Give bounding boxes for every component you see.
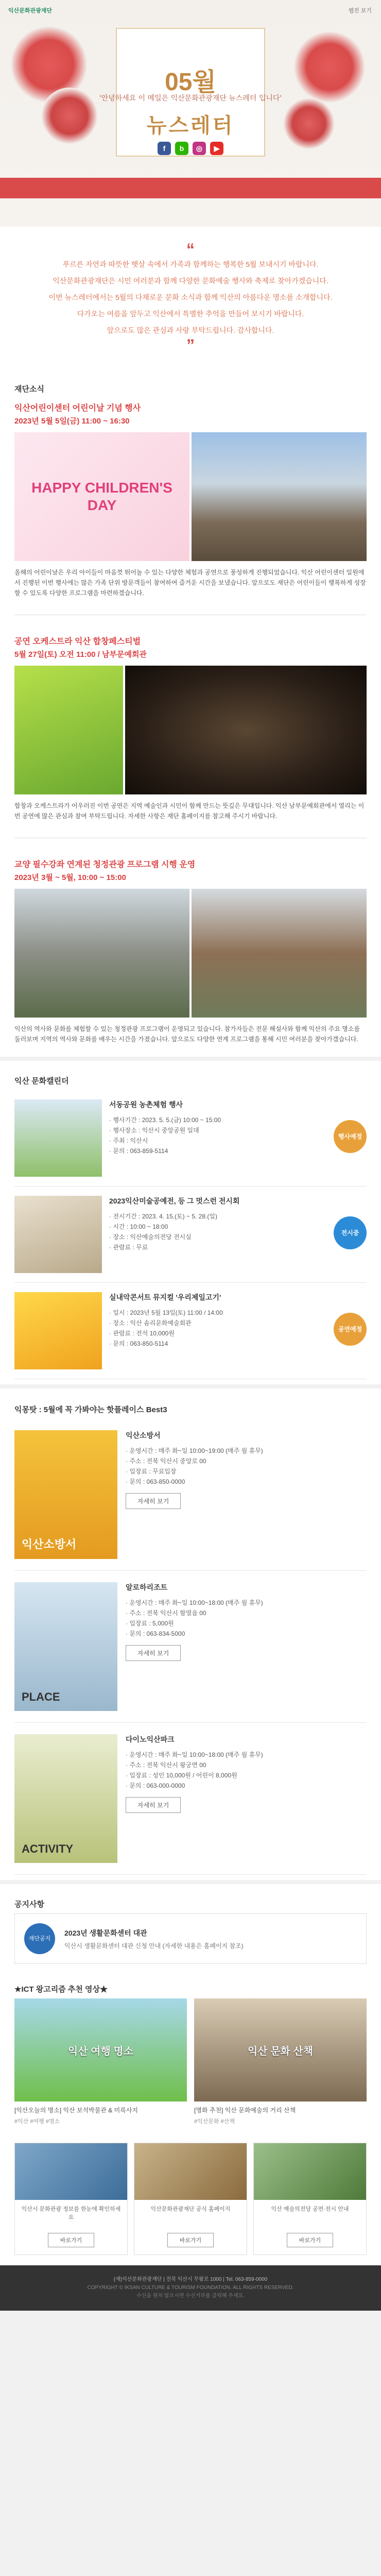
foundation-news-section xyxy=(0,371,381,611)
youtube-icon[interactable]: ▶ xyxy=(210,142,223,155)
best-image xyxy=(14,1582,117,1711)
calendar-image xyxy=(14,1196,102,1273)
calendar-info: · 장소 : 익산 솜리문화예술회관 xyxy=(109,1319,192,1327)
best-head: 익몽탓 : 5월에 꼭 가봐야는 핫플레이스 Best3 xyxy=(14,1405,167,1414)
calendar-info: · 일시 : 2023년 5월 13일(토) 11:00 / 14:00 xyxy=(109,1309,223,1316)
calendar-info: · 시간 : 10:00 ~ 18:00 xyxy=(109,1223,168,1230)
best-info: · 문의 : 063-850-0000 xyxy=(126,1478,185,1485)
site-text: 익산문화관광재단 공식 홈페이지 xyxy=(150,2206,231,2212)
notice-section xyxy=(0,1884,381,1969)
month-label: 05월 xyxy=(165,69,216,96)
intro-quote xyxy=(0,227,381,371)
site-text: 익산 예술의전당 공연·전시 안내 xyxy=(271,2206,349,2212)
calendar-item[interactable] xyxy=(14,1090,367,1187)
calendar-image xyxy=(14,1292,102,1369)
site-text: 익산시 문화관광 정보를 한눈에 확인하세요 xyxy=(21,2206,121,2221)
top-logo[interactable]: 익산문화관광재단 xyxy=(8,8,53,14)
related-sites xyxy=(0,2130,381,2265)
best-info: · 주소 : 전북 익산시 왕궁면 00 xyxy=(126,1761,206,1769)
best-info: · 입장료 : 무료입장 xyxy=(126,1468,177,1475)
hot-place-best3 xyxy=(0,1388,381,1880)
social-icons xyxy=(0,142,381,155)
best-info: · 문의 : 063-834-5000 xyxy=(126,1630,185,1637)
blog-icon[interactable]: b xyxy=(175,142,188,155)
best-info: · 주소 : 전북 익산시 함열읍 00 xyxy=(126,1609,206,1617)
footer xyxy=(0,2265,381,2311)
status-badge: 행사예정 xyxy=(334,1120,367,1153)
site-link-button[interactable]: 바로가기 xyxy=(48,2233,94,2247)
concert-photos xyxy=(14,666,367,794)
best-info: · 입장료 : 성인 10,000원 / 어린이 8,000원 xyxy=(126,1772,237,1779)
concert-poster xyxy=(14,666,123,794)
instagram-icon[interactable]: ◎ xyxy=(193,142,206,155)
video-card[interactable] xyxy=(14,1998,187,2125)
best-info: · 운영시간 : 매주 화~일 10:00~18:00 (매주 월 휴무) xyxy=(126,1751,263,1758)
culture-calendar xyxy=(0,1061,381,1384)
site-image xyxy=(15,2143,127,2200)
calendar-item[interactable] xyxy=(14,1187,367,1283)
video-card[interactable] xyxy=(194,1998,367,2125)
best-item xyxy=(14,1571,367,1723)
best-info: · 문의 : 063-000-0000 xyxy=(126,1782,185,1789)
tour-date: 2023년 3월 ~ 5월, 10:00 ~ 15:00 xyxy=(14,873,126,882)
footer-copyright: COPYRIGHT © IKSAN CULTURE & TOURISM FOUNDATION. ALL RIGHTS RESERVED. xyxy=(87,2285,294,2291)
quote-line: 앞으로도 많은 관심과 사랑 부탁드립니다. 감사합니다. xyxy=(107,326,274,334)
site-image xyxy=(254,2143,366,2200)
calendar-info: · 행사기간 : 2023. 5. 5.(금) 10:00 ~ 15:00 xyxy=(109,1116,221,1124)
site-link-button[interactable]: 바로가기 xyxy=(287,2233,333,2247)
section-spacer xyxy=(0,1880,381,1884)
newsletter-title: 뉴스레터 xyxy=(146,114,235,137)
news-title[interactable]: 익산어린이센터 어린이날 기념 행사 xyxy=(14,404,141,413)
news-photos xyxy=(14,432,367,561)
tour-group-photo-1 xyxy=(14,889,189,1018)
quote-line: 이번 뉴스레터에서는 5월의 다채로운 문화 소식과 함께 익산의 아름다운 명소를 소개합니다. xyxy=(48,293,333,301)
detail-button[interactable]: 자세히 보기 xyxy=(126,1645,181,1661)
facebook-icon[interactable]: f xyxy=(158,142,171,155)
quote-mark-icon: “ xyxy=(186,240,195,259)
calendar-title: 실내악콘서트 뮤지컬 '우리제일고기' xyxy=(109,1293,221,1301)
quote-line: 익산문화관광재단은 시민 여러분과 함께 다양한 문화예술 행사와 축제로 찾아가겠습니다. xyxy=(53,277,328,285)
status-badge: 전시중 xyxy=(334,1216,367,1249)
calendar-title: 서동공원 농촌체험 행사 xyxy=(109,1100,183,1109)
status-badge: 공연예정 xyxy=(334,1313,367,1346)
best-label: ACTIVITY xyxy=(22,1842,74,1855)
best-item xyxy=(14,1419,367,1571)
section-spacer xyxy=(0,1384,381,1388)
best-title: 다이노익산파크 xyxy=(126,1735,175,1743)
event-crowd-photo xyxy=(192,432,367,561)
calendar-image xyxy=(14,1099,102,1177)
hero-header xyxy=(0,0,381,227)
detail-button[interactable]: 자세히 보기 xyxy=(126,1493,181,1509)
best-info: · 운영시간 : 매주 화~일 10:00~19:00 (매주 월 휴무) xyxy=(126,1447,263,1454)
calendar-info: · 전시기간 : 2023. 4. 15.(토) ~ 5. 28.(일) xyxy=(109,1213,217,1220)
site-link-button[interactable]: 바로가기 xyxy=(167,2233,214,2247)
site-card xyxy=(253,2143,367,2255)
calendar-item[interactable] xyxy=(14,1283,367,1379)
notice-badge: 재단공지 xyxy=(24,1923,55,1954)
best-image xyxy=(14,1430,117,1559)
calendar-info: · 행사장소 : 익산시 중앙공원 일대 xyxy=(109,1127,199,1134)
quote-line: 다가오는 여름을 앞두고 익산에서 특별한 추억을 만들어 보시기 바랍니다. xyxy=(77,310,304,318)
calendar-head: 익산 문화캘린더 xyxy=(14,1077,69,1086)
notice-head: 공지사항 xyxy=(14,1900,44,1909)
best-title: 익산소방서 xyxy=(126,1431,161,1439)
video-head: ★ICT 왕고리즘 추천 영상★ xyxy=(14,1985,108,1994)
calendar-info: · 장소 : 익산예술의전당 전시실 xyxy=(109,1233,192,1241)
best-item xyxy=(14,1723,367,1875)
notice-item[interactable] xyxy=(14,1913,367,1964)
concert-title[interactable]: 공연 오케스트라 익산 합창페스티벌 xyxy=(14,637,141,646)
calendar-info: · 주최 : 익산시 xyxy=(109,1137,148,1144)
subtitle: '안녕하세요 이 메일은 익산문화관광재단 뉴스레터 입니다' xyxy=(99,94,282,103)
recommend-video-section xyxy=(0,1969,381,2130)
tour-description: 익산의 역사와 문화를 체험할 수 있는 청정관광 프로그램이 운영되고 있습니다. 참가자들은 전문 해설사와 함께 익산의 주요 명소를 둘러보며 지역의 역사와 문화를 배우는 시간을 가졌습니다. 앞으로도 다양한 연계 프로그램을 통해 시민 여러분을 찾아가겠습니다. xyxy=(14,1025,360,1043)
view-web-link[interactable]: 웹진 보기 xyxy=(348,8,372,14)
detail-button[interactable]: 자세히 보기 xyxy=(126,1797,181,1813)
site-card xyxy=(14,2143,128,2255)
notice-desc: 익산시 생활문화센터 대관 신청 안내 (자세한 내용은 홈페이지 참조) xyxy=(64,1942,244,1950)
poster-text: HAPPY CHILDREN'S DAY xyxy=(31,480,172,513)
video-thumbnail[interactable] xyxy=(14,1998,187,2102)
best-title: 알로하리조트 xyxy=(126,1583,168,1591)
video-caption: [명화 추천] 익산 문화예술의 거리 산책 xyxy=(194,2107,296,2114)
site-image xyxy=(134,2143,247,2200)
video-caption: [익산오늘의 명소] 익산 보석박물관 & 미륵사지 xyxy=(14,2107,138,2114)
section-head: 재단소식 xyxy=(14,385,44,394)
quote-line: 푸르른 자연과 따뜻한 햇살 속에서 가족과 함께하는 행복한 5월 보내시기 바랍니다. xyxy=(62,260,319,268)
concert-date: 5월 27일(토) 오전 11:00 / 남부문예회관 xyxy=(14,650,147,659)
calendar-info: · 관람료 : 무료 xyxy=(109,1244,148,1251)
calendar-title: 2023익산미술공예전, 등 그 멋스런 전시회 xyxy=(109,1197,240,1205)
orchestra-stage-photo xyxy=(125,666,367,794)
red-ribbon xyxy=(0,178,381,198)
best-info: · 입장료 : 5,000원 xyxy=(126,1620,174,1627)
video-tags: #익산 #여행 #명소 xyxy=(14,2119,60,2125)
calendar-info: · 관람료 : 전석 10,000원 xyxy=(109,1330,175,1337)
tour-photos xyxy=(14,889,367,1018)
section-spacer xyxy=(0,1057,381,1061)
calendar-info: · 문의 : 063-850-5114 xyxy=(109,1340,168,1347)
best-image xyxy=(14,1734,117,1863)
video-tags: #익산문화 #산책 xyxy=(194,2119,235,2125)
best-label: 익산소방서 xyxy=(22,1538,77,1551)
tour-program-section xyxy=(0,842,381,1057)
thumb-text: 익산 문화 산책 xyxy=(247,2045,314,2057)
best-label: PLACE xyxy=(22,1690,60,1703)
news-date: 2023년 5월 5일(금) 11:00 ~ 16:30 xyxy=(14,417,130,426)
notice-title: 2023년 생활문화센터 대관 xyxy=(64,1928,147,1937)
video-thumbnail[interactable] xyxy=(194,1998,367,2102)
footer-address: (재)익산문화관광재단 | 전북 익산시 무왕로 1000 | Tel. 063-859-0000 xyxy=(113,2277,268,2282)
news-description: 올해의 어린이날은 우리 아이들이 마음껏 뛰어놀 수 있는 다양한 체험과 공연으로 풍성하게 진행되었습니다. 익산 어린이센터 일원에서 진행된 이번 행사에는 많은 가족 단위 방문객들이 참여하여 즐거운 시간을 보냈습니다. 앞으로도 재단은 어린이들이 행복하게 성장할 수 있도록 다양한 프로그램을 마련하겠습니다. xyxy=(14,569,366,597)
tour-title[interactable]: 교양 필수강좌 연계된 청정관광 프로그램 시행 운영 xyxy=(14,860,196,869)
quote-mark-close-icon: ” xyxy=(186,336,195,354)
concert-section xyxy=(0,619,381,834)
tour-group-photo-2 xyxy=(192,889,367,1018)
concert-description: 합창과 오케스트라가 어우러진 이번 공연은 지역 예술인과 시민이 함께 만드는 뜻깊은 무대입니다. 익산 남부문예회관에서 열리는 이번 공연에 많은 관심과 참여 부탁드립니다. 자세한 사항은 재단 홈페이지를 참고해 주시기 바랍니다. xyxy=(14,802,365,820)
best-info: · 주소 : 전북 익산시 중앙로 00 xyxy=(126,1458,206,1465)
unsubscribe-link[interactable]: 수신을 원치 않으시면 수신거부를 클릭해 주세요. xyxy=(136,2293,245,2299)
calendar-info: · 문의 : 063-859-5114 xyxy=(109,1147,168,1155)
best-info: · 운영시간 : 매주 화~일 10:00~18:00 (매주 월 휴무) xyxy=(126,1599,263,1606)
video-row xyxy=(14,1998,367,2125)
site-card xyxy=(134,2143,247,2255)
childrens-day-poster xyxy=(14,432,189,561)
thumb-text: 익산 여행 명소 xyxy=(67,2045,134,2057)
